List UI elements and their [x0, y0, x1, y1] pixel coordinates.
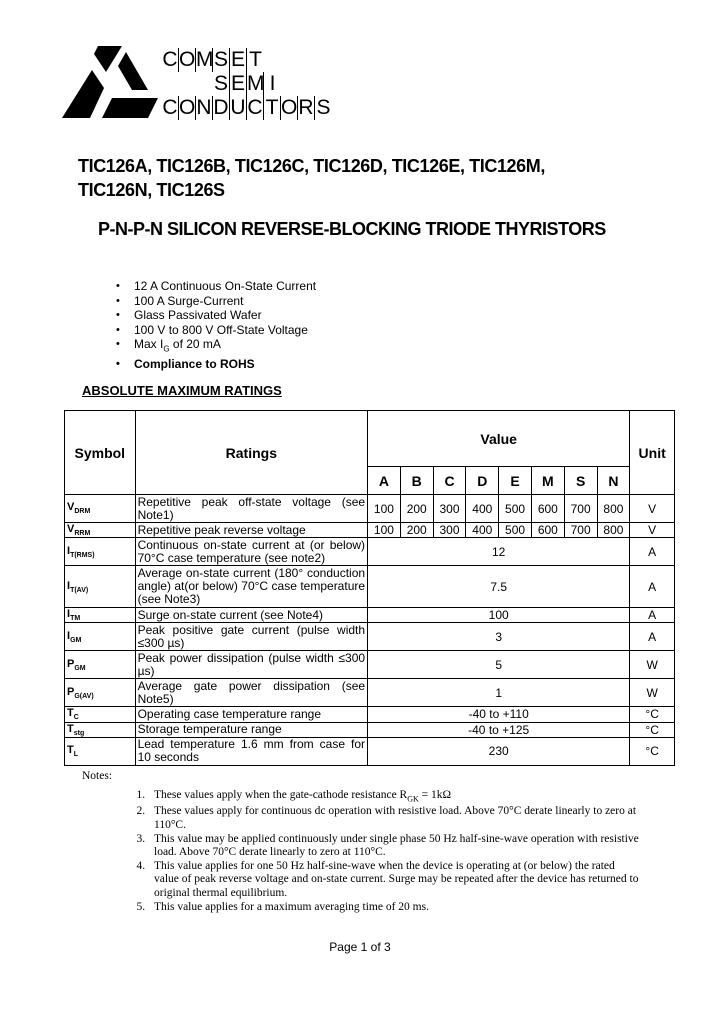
value-cell: -40 to +125	[368, 722, 630, 737]
feature-text: of 20 mA	[169, 337, 221, 352]
table-row	[65, 651, 675, 679]
logo-row-conductors	[162, 96, 332, 120]
value-cell: 500	[499, 523, 532, 538]
unit-cell: °C	[630, 737, 675, 765]
list-item: 2. These values apply for continuous dc operation with resistive load. Above 70°C derate linearly to zero at 110°C.	[148, 805, 642, 832]
logo-letter: I	[269, 72, 276, 95]
rating-cell: Lead temperature 1.6 mm from case for 10 seconds	[135, 737, 367, 765]
value-cell: 600	[531, 523, 564, 538]
table-row	[65, 623, 675, 651]
title-line-1: TIC126A, TIC126B, TIC126C, TIC126D, TIC126E, TIC126M,	[78, 156, 545, 176]
rating-cell: Average gate power dissipation (see Note5)	[135, 679, 367, 707]
list-item: 3. This value may be applied continuously under single phase 50 Hz half-sine-wave operation with resistive load. Above 70°C derate linearly to zero at 110°C.	[148, 833, 642, 860]
logo-row-semi	[213, 72, 332, 96]
symbol-letter: V	[67, 501, 75, 514]
notes-list	[82, 789, 642, 915]
value-cell: 200	[400, 495, 433, 523]
list-item: • 100 V to 800 V Off-State Voltage	[116, 323, 316, 338]
symbol-cell	[65, 707, 136, 722]
symbol-letter: T	[67, 744, 74, 757]
logo-letter: M	[247, 72, 265, 95]
note-subscript: GK	[407, 793, 419, 803]
symbol-cell	[65, 523, 136, 538]
symbol-subscript: RRM	[74, 530, 91, 538]
value-cell: 3	[368, 623, 630, 651]
logo-letter: S	[213, 48, 228, 71]
symbol-cell	[65, 538, 136, 566]
triangle-logo-icon	[62, 42, 158, 122]
value-cell: 5	[368, 651, 630, 679]
rating-cell: Storage temperature range	[135, 722, 367, 737]
rating-cell: Surge on-state current (see Note4)	[135, 608, 367, 623]
part-numbers-title	[78, 154, 545, 202]
symbol-letter: V	[67, 523, 75, 535]
symbol-subscript: T(RMS)	[70, 551, 95, 559]
variant-label: S	[564, 467, 597, 495]
notes-heading: Notes:	[82, 770, 113, 782]
symbol-cell	[65, 495, 136, 523]
value-cell: 300	[433, 495, 466, 523]
table-row	[65, 737, 675, 765]
symbol-cell	[65, 722, 136, 737]
symbol-letter: I	[67, 608, 71, 621]
unit-cell: W	[630, 679, 675, 707]
title-line-2: TIC126N, TIC126S	[78, 180, 225, 200]
note-text: = 1kΩ	[418, 788, 452, 801]
symbol-subscript: DRM	[74, 508, 91, 516]
symbol-subscript: L	[73, 751, 79, 759]
logo-letter: E	[230, 72, 245, 95]
unit-cell: A	[630, 538, 675, 566]
logo-letter: C	[162, 96, 178, 119]
logo-letter: T	[264, 96, 281, 120]
logo-letter: O	[179, 96, 196, 119]
symbol-letter: T	[67, 722, 74, 735]
rating-cell: Peak positive gate current (pulse width ≤300 µs)	[135, 623, 367, 651]
list-item: • Glass Passivated Wafer	[116, 308, 316, 323]
symbol-letter: I	[67, 629, 71, 642]
value-cell: 600	[531, 495, 564, 523]
logo-letter: E	[230, 48, 245, 71]
header-symbol: Symbol	[65, 411, 136, 495]
symbol-subscript: C	[73, 714, 79, 722]
symbol-subscript: GM	[70, 636, 82, 644]
variant-label: D	[466, 467, 499, 495]
feature-subscript: G	[163, 344, 170, 354]
value-cell: 800	[597, 523, 630, 538]
unit-cell: V	[630, 523, 675, 538]
logo-letter: N	[196, 96, 212, 119]
symbol-letter: I	[67, 544, 71, 557]
note-text: These values apply when the gate-cathode resistance R	[154, 788, 408, 801]
header-unit: Unit	[630, 411, 675, 495]
variant-label: M	[531, 467, 564, 495]
variant-label: A	[368, 467, 401, 495]
logo-letter: C	[162, 48, 178, 71]
ratings-table	[64, 410, 675, 766]
symbol-subscript: G(AV)	[74, 692, 94, 700]
symbol-letter: P	[67, 685, 75, 698]
symbol-cell	[65, 608, 136, 623]
logo-letter: D	[213, 96, 229, 119]
value-cell: 100	[368, 608, 630, 623]
list-item: • Compliance to ROHS	[116, 357, 316, 372]
feature-list	[116, 279, 316, 372]
unit-cell: A	[630, 623, 675, 651]
header-value: Value	[368, 411, 630, 467]
logo-letter: O	[179, 48, 196, 71]
rating-cell: Repetitive peak off-state voltage (see Note1)	[135, 495, 367, 523]
value-cell: 800	[597, 495, 630, 523]
value-cell: 230	[368, 737, 630, 765]
rating-cell: Operating case temperature range	[135, 707, 367, 722]
rating-cell: Average on-state current (180° conduction angle) at(or below) 70°C case temperature (see Note3)	[135, 566, 367, 608]
notes-section	[82, 770, 642, 914]
variant-label: C	[433, 467, 466, 495]
value-cell: 500	[499, 495, 532, 523]
variant-label: B	[400, 467, 433, 495]
symbol-subscript: stg	[73, 729, 85, 737]
logo-letter: M	[196, 48, 214, 71]
list-item	[148, 789, 642, 806]
logo-letter: S	[316, 96, 331, 119]
value-cell: 7.5	[368, 566, 630, 608]
symbol-cell	[65, 651, 136, 679]
symbol-letter: T	[67, 707, 74, 720]
symbol-subscript: TM	[70, 615, 81, 623]
table-row	[65, 495, 675, 523]
unit-cell: °C	[630, 722, 675, 737]
list-item: • 12 A Continuous On-State Current	[116, 279, 316, 294]
logo-wordmark	[162, 48, 332, 120]
unit-cell: °C	[630, 707, 675, 722]
logo-letter: R	[298, 96, 314, 119]
list-item	[116, 337, 316, 357]
table-row	[65, 679, 675, 707]
symbol-cell	[65, 679, 136, 707]
unit-cell: W	[630, 651, 675, 679]
value-cell: 400	[466, 523, 499, 538]
value-cell: 12	[368, 538, 630, 566]
device-subtitle: P-N-P-N SILICON REVERSE-BLOCKING TRIODE THYRISTORS	[98, 219, 606, 239]
table-row	[65, 538, 675, 566]
symbol-letter: P	[67, 657, 75, 670]
logo-row-comset	[162, 48, 332, 72]
rating-cell: Continuous on-state current at (or below) 70°C case temperature (see note2)	[135, 538, 367, 566]
variant-label: N	[597, 467, 630, 495]
symbol-cell	[65, 737, 136, 765]
variant-label: E	[499, 467, 532, 495]
section-title: ABSOLUTE MAXIMUM RATINGS	[82, 383, 282, 398]
symbol-subscript: T(AV)	[70, 586, 89, 594]
value-cell: 100	[368, 495, 401, 523]
symbol-letter: I	[67, 579, 71, 592]
value-cell: 1	[368, 679, 630, 707]
logo-letter: T	[249, 48, 262, 71]
unit-cell: A	[630, 608, 675, 623]
list-item: • 100 A Surge-Current	[116, 294, 316, 309]
list-item: 4. This value applies for one 50 Hz half-sine-wave when the device is operating at (or below) the rated value of peak reverse voltage and on-state current. Surge may be repeated after the device has returned to original thermal equilibrium.	[148, 860, 642, 901]
table-row	[65, 707, 675, 722]
logo-letter: C	[247, 96, 263, 119]
feature-text: Max I	[134, 337, 164, 352]
unit-cell: V	[630, 495, 675, 523]
table-row	[65, 566, 675, 608]
unit-cell: A	[630, 566, 675, 608]
list-item: 5. This value applies for a maximum averaging time of 20 ms.	[148, 901, 642, 915]
logo-letter: O	[281, 96, 298, 119]
table-header-row	[65, 411, 675, 467]
table-row	[65, 722, 675, 737]
rating-cell: Repetitive peak reverse voltage	[135, 523, 367, 538]
value-cell: -40 to +110	[368, 707, 630, 722]
table-row	[65, 608, 675, 623]
value-cell: 700	[564, 523, 597, 538]
value-cell: 300	[433, 523, 466, 538]
logo-letter: U	[230, 96, 246, 119]
value-cell: 700	[564, 495, 597, 523]
table-row	[65, 523, 675, 538]
page-number: Page 1 of 3	[329, 940, 391, 954]
symbol-subscript: GM	[74, 664, 86, 672]
value-cell: 100	[368, 523, 401, 538]
symbol-cell	[65, 623, 136, 651]
symbol-cell	[65, 566, 136, 608]
logo-letter: S	[213, 72, 228, 95]
rating-cell: Peak power dissipation (pulse width ≤300 µs)	[135, 651, 367, 679]
value-cell: 400	[466, 495, 499, 523]
value-cell: 200	[400, 523, 433, 538]
header-ratings: Ratings	[135, 411, 367, 495]
